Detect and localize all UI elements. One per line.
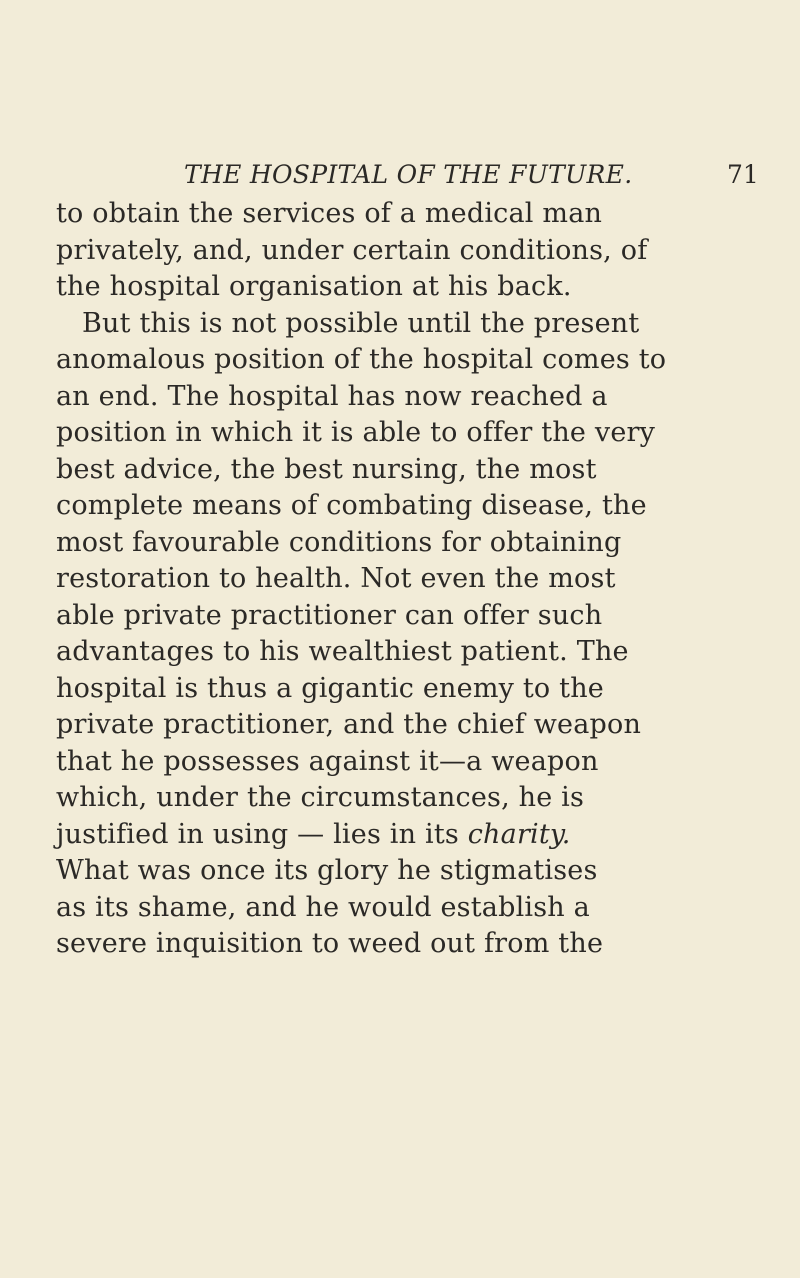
text-line: to obtain the services of a medical man <box>56 198 603 229</box>
text-line: What was once its glory he stigmatises <box>56 855 598 886</box>
text-line: the hospital organisation at his back. <box>56 271 572 302</box>
text-line: best advice, the best nursing, the most <box>56 453 597 485</box>
text-line: advantages to his wealthiest patient. The <box>56 636 629 667</box>
text-line: able private practitioner can offer such <box>56 599 603 631</box>
text-line: But this is not possible until the present <box>82 307 640 339</box>
text-line: severe inquisition to weed out from the <box>56 928 604 959</box>
text-line: that he possesses against it—a weapon <box>56 745 599 777</box>
text-line: most favourable conditions for obtaining <box>56 526 622 558</box>
text-line: as its shame, and he would establish a <box>56 891 590 923</box>
text-line <box>56 817 571 853</box>
text-line: which, under the circumstances, he is <box>56 782 585 813</box>
text-line: an end. The hospital has now reached a <box>56 380 608 412</box>
text-line: position in which it is able to offer the very <box>56 417 656 448</box>
text-line: privately, and, under certain conditions, of <box>56 234 648 266</box>
text-line: restoration to health. Not even the most <box>56 563 616 594</box>
text-line: complete means of combating disease, the <box>56 490 647 521</box>
running-title: THE HOSPITAL OF THE FUTURE. <box>184 160 633 189</box>
running-head <box>0 150 800 190</box>
text-line: hospital is thus a gigantic enemy to the <box>56 672 604 704</box>
italic-emphasis: charity. <box>467 818 571 850</box>
text-line: private practitioner, and the chief weapon <box>56 709 642 740</box>
text-line: anomalous position of the hospital comes to <box>56 344 667 375</box>
page-number: 71 <box>727 160 759 189</box>
text-run: justified in using — lies in its <box>56 818 459 850</box>
